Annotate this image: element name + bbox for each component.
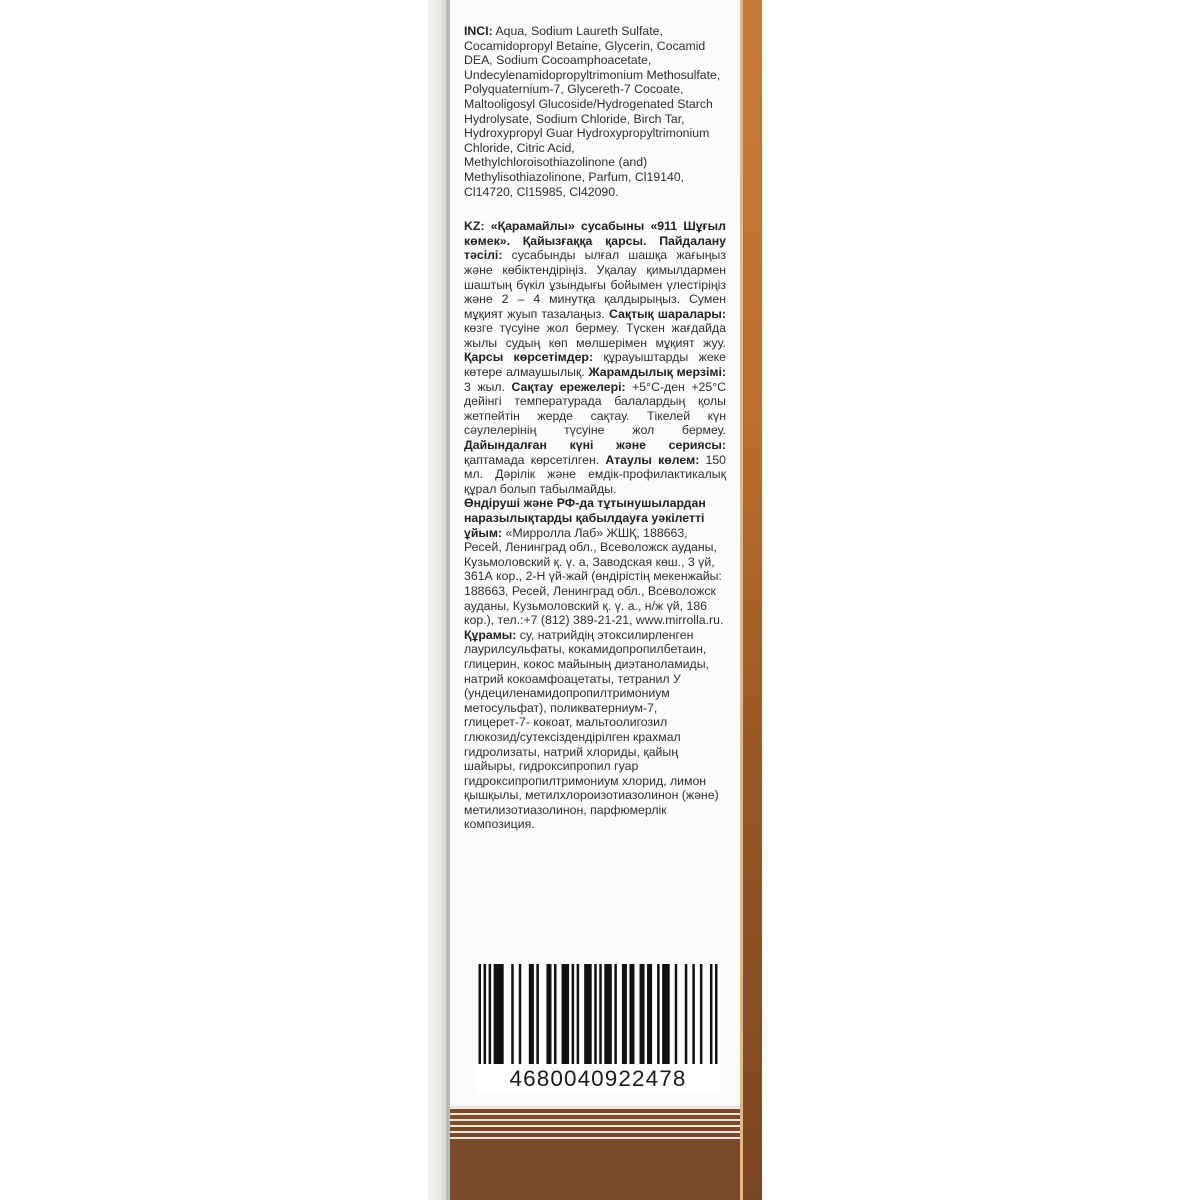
kz-maker-text: «Мирролла Лаб» ЖШҚ, 188663, Ресей, Ленинград обл., Всеволожск ауданы, Кузьмоловский қ. ү. а, Заводская көш., 3 үй, 361А кор., 2-Н үй-жай (өндірістің мекенжайы: 188663, Ресей, Ленинград обл., Всеволожск ауданы, Кузьмоловский қ. ү. а., н/ж үй, 186 кор.), тел.:+7 (812) 389-21-21, www.mirrolla.ru. xyxy=(464,525,724,628)
barcode-bar xyxy=(594,964,597,1064)
barcode-bars xyxy=(476,964,720,1064)
barcode-bar xyxy=(614,964,617,1064)
barcode-bar xyxy=(675,964,678,1064)
barcode-bar xyxy=(479,964,482,1064)
barcode-bar xyxy=(572,964,575,1064)
kz-header: KZ: «Қарамайлы» сусабыны «911 Шұғыл көмек». Қайызғаққа қарсы. xyxy=(464,219,726,248)
barcode-bar xyxy=(647,964,652,1064)
barcode-number: 4680040922478 xyxy=(476,1066,720,1092)
box-right-side xyxy=(740,0,762,1200)
ingredients-text-block xyxy=(464,24,726,832)
barcode-bar xyxy=(710,964,713,1064)
barcode-bar xyxy=(546,964,551,1064)
barcode-bar xyxy=(494,964,504,1064)
box-left-side xyxy=(428,0,448,1200)
barcode-bar xyxy=(511,964,514,1064)
kz-maker-paragraph xyxy=(464,496,726,832)
stripe xyxy=(450,1139,740,1200)
barcode-bar xyxy=(529,964,534,1064)
inci-text: Aqua, Sodium Laureth Sulfate, Cocamidopropyl Betaine, Glycerin, Cocamid DEA, Sodium Cocoamphoacetate, Undecylenamidopropyltrimonium Methosulfate, Polyquaternium-7, Glycereth-7 Cocoate, Maltooligosyl Glucoside/Hydrogenated Starch Hydrolysate, Sodium Chloride, Birch Tar, Hydroxypropyl Guar Hydroxypropyltrimonium Chloride, Citric Acid, Methylchloroisothiazolinone (and) Methylisothiazolinone, Parfum, Cl19140, Cl14720, Cl15985, Cl42090. xyxy=(464,24,721,199)
barcode-bar xyxy=(554,964,557,1064)
kz-paragraph xyxy=(464,219,726,496)
barcode-bar xyxy=(562,964,570,1064)
bottom-stripe-band xyxy=(450,1106,740,1200)
barcode-bar xyxy=(629,964,634,1064)
barcode-bar xyxy=(640,964,645,1064)
kz-composition-text: су, натрийдің этоксилирленген лаурилсульфаты, кокамидопропилбетаин, глицерин, кокос майының диэтаноламиды, натрий кокоамфоацетаты, тетранил У (ундециленамидопропилтримониум метосульфат), поликватерниум-7, глицерет-7- кокоат, мальтоолигозил глюкозид/сутексіздендірілген крахмал гидролизаты, натрий хлориды, қайың шайыры, гидроксипропил гуар гидроксипропилтримониум хлорид, лимон қышқылы, метилхлороизотиазолинон (және) метилизотиазолинон, парфюмерлік композиция. xyxy=(464,627,719,832)
kz-precautions-text: көзге түсуіне жол бермеу. Түскен жағдайда жылы судың көп мөлшерімен мұқият жуу. xyxy=(464,321,726,350)
barcode-bar xyxy=(685,964,688,1064)
barcode-bar xyxy=(489,964,492,1064)
barcode-bar xyxy=(662,964,670,1064)
barcode-bar xyxy=(536,964,539,1064)
kz-date-label: Дайындалған күні және сериясы: xyxy=(464,438,726,453)
barcode-bar xyxy=(604,964,612,1064)
barcode-bar xyxy=(577,964,580,1064)
barcode-bar xyxy=(692,964,695,1064)
kz-storage-label: Сақтау ережелері: xyxy=(511,379,626,394)
kz-contra-label: Қарсы көрсетімдер: xyxy=(464,350,594,365)
kz-volume-text: 150 мл. Дәрілік және емдік-профилактикалық құрал болып табылмайды. xyxy=(464,452,727,496)
kz-usage-label: Пайдалану тәсілі: xyxy=(464,233,726,263)
kz-date-text: қаптамада көрсетілген. xyxy=(464,452,600,467)
barcode-bar xyxy=(657,964,660,1064)
kz-shelf-label: Жарамдылық мерзімі: xyxy=(588,365,727,380)
kz-usage-text: сусабынды ылғал шашқа жағыңыз және көбіктендіріңіз. Уқалау қимылдармен шаштың бүкіл ұзындығы бойымен үлестіріңіз және 2 – 4 минутқа қалдырыңыз. Сумен мұқият жуып тазалаңыз. xyxy=(464,248,726,321)
barcode-bar xyxy=(584,964,592,1064)
barcode-bar xyxy=(599,964,602,1064)
kz-composition-label: Құрамы: xyxy=(464,627,517,642)
box-right-highlight xyxy=(740,0,743,1200)
inci-label: INCI: xyxy=(464,24,493,38)
kz-maker-label: Өндіруші және РФ-да тұтынушылардан наразылықтарды қабылдауға уәкілетті ұйым: xyxy=(464,496,706,540)
paragraph-gap xyxy=(464,199,726,219)
kz-shelf-text: 3 жыл. xyxy=(464,379,505,394)
barcode-bar xyxy=(484,964,487,1064)
barcode-bar xyxy=(715,964,718,1064)
barcode-bar xyxy=(519,964,522,1064)
kz-volume-label: Атаулы көлем: xyxy=(605,452,700,467)
kz-precautions-label: Сақтық шаралары: xyxy=(608,306,726,321)
inci-paragraph xyxy=(464,24,726,199)
kz-contra-text: құрауыштарды жеке көтере алмаушылық. xyxy=(464,350,727,380)
kz-storage-text: +5°C-ден +25°C дейінгі температурада балалардың қолы жетпейтін жерде сақтау. Тікелей күн сәулелерінің түсуіне жол бермеу. xyxy=(464,379,726,438)
barcode-bar xyxy=(622,964,627,1064)
barcode-bar xyxy=(700,964,703,1064)
